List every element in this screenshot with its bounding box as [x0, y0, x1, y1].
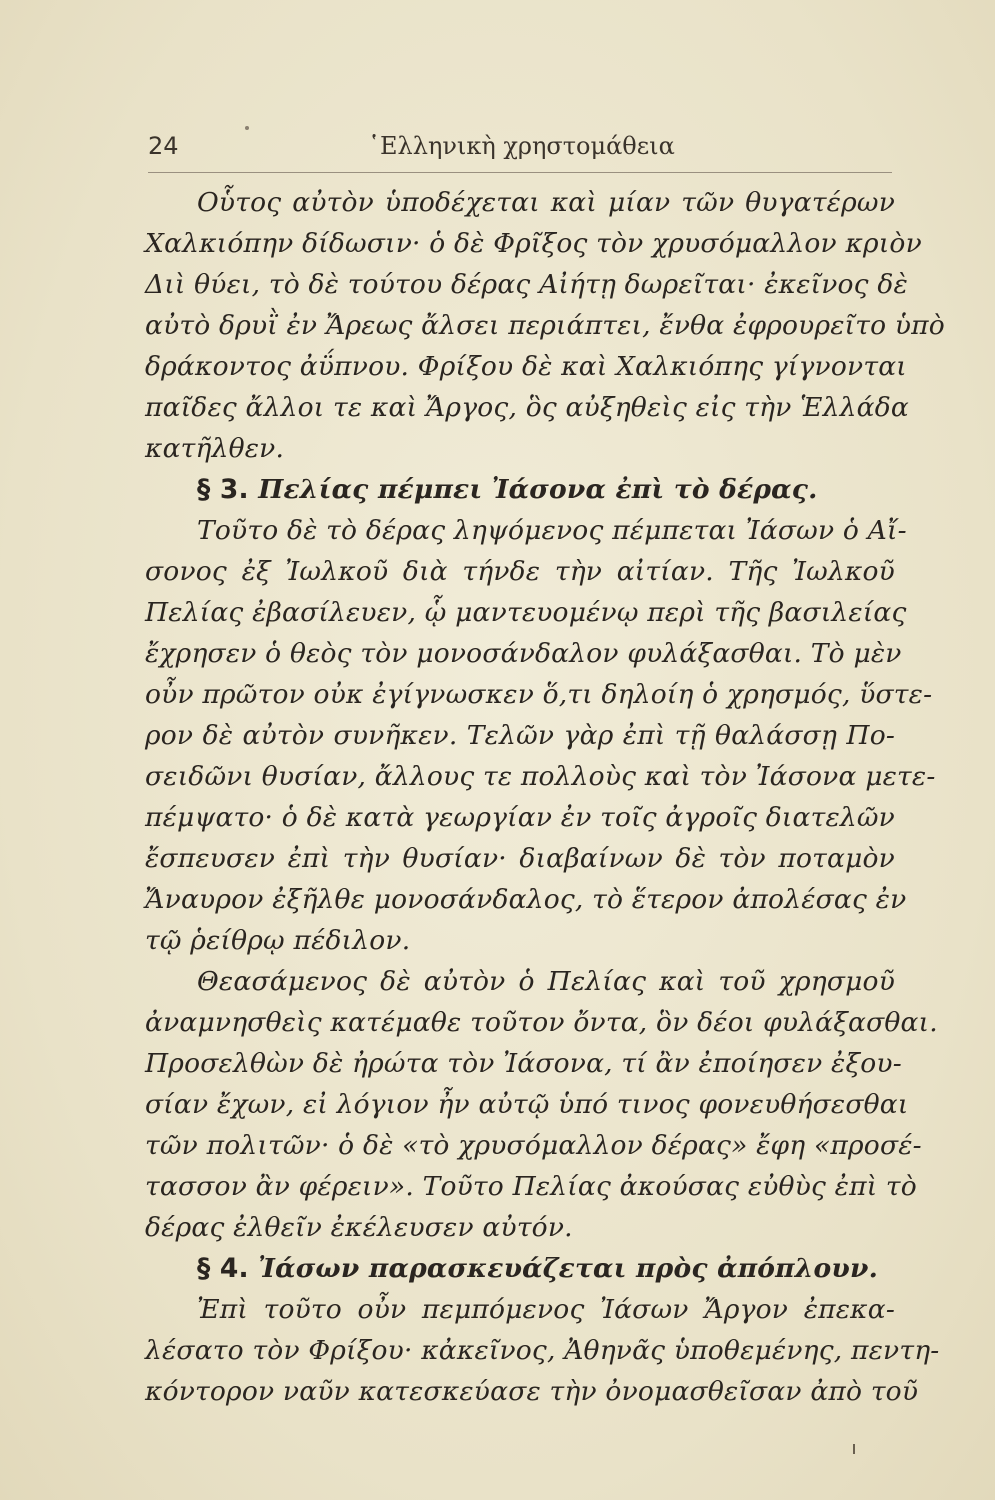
- text-line: Πελίας ἐβασίλευεν, ᾧ μαντευομένῳ περὶ τῆς βασιλείας: [145, 597, 907, 628]
- page-number: 24: [148, 132, 179, 160]
- margin-mark: [853, 1444, 855, 1454]
- section-number: § 3.: [197, 474, 249, 505]
- text-line: δέρας ἐλθεῖν ἐκέλευσεν αὐτόν.: [145, 1212, 573, 1243]
- section-title: Πελίας πέμπει Ἰάσονα ἐπὶ τὸ δέρας.: [258, 474, 818, 505]
- text-line: Οὗτος αὐτὸν ὑποδέχεται καὶ μίαν τῶν θυγατέρων: [197, 187, 895, 218]
- text-line: δράκοντος ἀΰπνου. Φρίξου δὲ καὶ Χαλκιόπης γίγνονται: [145, 351, 907, 382]
- text-line: σειδῶνι θυσίαν, ἄλλους τε πολλοὺς καὶ τὸν Ἰάσονα μετε-: [145, 761, 936, 792]
- header-rule: [148, 172, 892, 173]
- text-line: παῖδες ἄλλοι τε καὶ Ἄργος, ὃς αὐξηθεὶς εἰς τὴν Ἑλλάδα: [145, 392, 909, 423]
- running-title: ῾Ελληνικὴ χρηστομάθεια: [368, 132, 675, 160]
- text-line: σίαν ἔχων, εἰ λόγιον ἦν αὐτῷ ὑπό τινος φονευθήσεσθαι: [145, 1089, 909, 1120]
- text-line: κόντορον ναῦν κατεσκεύασε τὴν ὀνομασθεῖσαν ἀπὸ τοῦ: [145, 1376, 919, 1407]
- text-line: Προσελθὼν δὲ ἠρώτα τὸν Ἰάσονα, τί ἂν ἐποίησεν ἐξου-: [145, 1048, 902, 1079]
- text-line: τῷ ῥείθρῳ πέδιλον.: [145, 925, 411, 956]
- text-line: ἀναμνησθεὶς κατέμαθε τοῦτον ὄντα, ὃν δέοι φυλάξασθαι.: [145, 1007, 938, 1038]
- text-line: Θεασάμενος δὲ αὐτὸν ὁ Πελίας καὶ τοῦ χρησμοῦ: [197, 966, 895, 997]
- section-number: § 4.: [197, 1253, 249, 1284]
- text-line: τῶν πολιτῶν· ὁ δὲ «τὸ χρυσόμαλλον δέρας» ἔφη «προσέ-: [145, 1130, 922, 1161]
- text-line: Χαλκιόπην δίδωσιν· ὁ δὲ Φρῖξος τὸν χρυσόμαλλον κριὸν: [145, 228, 922, 259]
- text-line: πέμψατο· ὁ δὲ κατὰ γεωργίαν ἐν τοῖς ἀγροῖς διατελῶν: [145, 802, 895, 833]
- text-line: ἔσπευσεν ἐπὶ τὴν θυσίαν· διαβαίνων δὲ τὸν ποταμὸν: [145, 843, 895, 874]
- text-line: οὖν πρῶτον οὐκ ἐγίγνωσκεν ὅ,τι δηλοίη ὁ χρησμός, ὕστε-: [145, 679, 933, 710]
- text-line: Ἐπὶ τοῦτο οὖν πεμπόμενος Ἰάσων Ἄργον ἐπεκα-: [197, 1294, 895, 1325]
- text-line: Διὶ θύει, τὸ δὲ τούτου δέρας Αἰήτῃ δωρεῖται· ἐκεῖνος δὲ: [145, 269, 908, 300]
- page-header: [148, 128, 892, 168]
- section-heading: [145, 1248, 895, 1289]
- text-line: τασσον ἂν φέρειν». Τοῦτο Πελίας ἀκούσας εὐθὺς ἐπὶ τὸ: [145, 1171, 917, 1202]
- section-heading: [145, 469, 895, 510]
- text-line: λέσατο τὸν Φρίξου· κἀκεῖνος, Ἀθηνᾶς ὑποθεμένης, πεντη-: [145, 1335, 940, 1366]
- text-line: ἔχρησεν ὁ θεὸς τὸν μονοσάνδαλον φυλάξασθαι. Τὸ μὲν: [145, 638, 902, 669]
- text-line: κατῆλθεν.: [145, 433, 285, 464]
- text-line: Τοῦτο δὲ τὸ δέρας ληψόμενος πέμπεται Ἰάσων ὁ Αἴ-: [197, 515, 907, 546]
- text-line: αὐτὸ δρυῒ ἐν Ἄρεως ἄλσει περιάπτει, ἔνθα ἐφρουρεῖτο ὑπὸ: [145, 310, 945, 341]
- section-title: Ἰάσων παρασκευάζεται πρὸς ἀπόπλουν.: [258, 1253, 879, 1284]
- text-line: ρον δὲ αὐτὸν συνῆκεν. Τελῶν γὰρ ἐπὶ τῇ θαλάσσῃ Πο-: [145, 720, 895, 751]
- text-line: Ἄναυρον ἐξῆλθε μονοσάνδαλος, τὸ ἕτερον ἀπολέσας ἐν: [145, 884, 907, 915]
- body-text: [145, 182, 945, 1412]
- text-line: σονος ἐξ Ἰωλκοῦ διὰ τήνδε τὴν αἰτίαν. Τῆς Ἰωλκοῦ: [145, 556, 895, 587]
